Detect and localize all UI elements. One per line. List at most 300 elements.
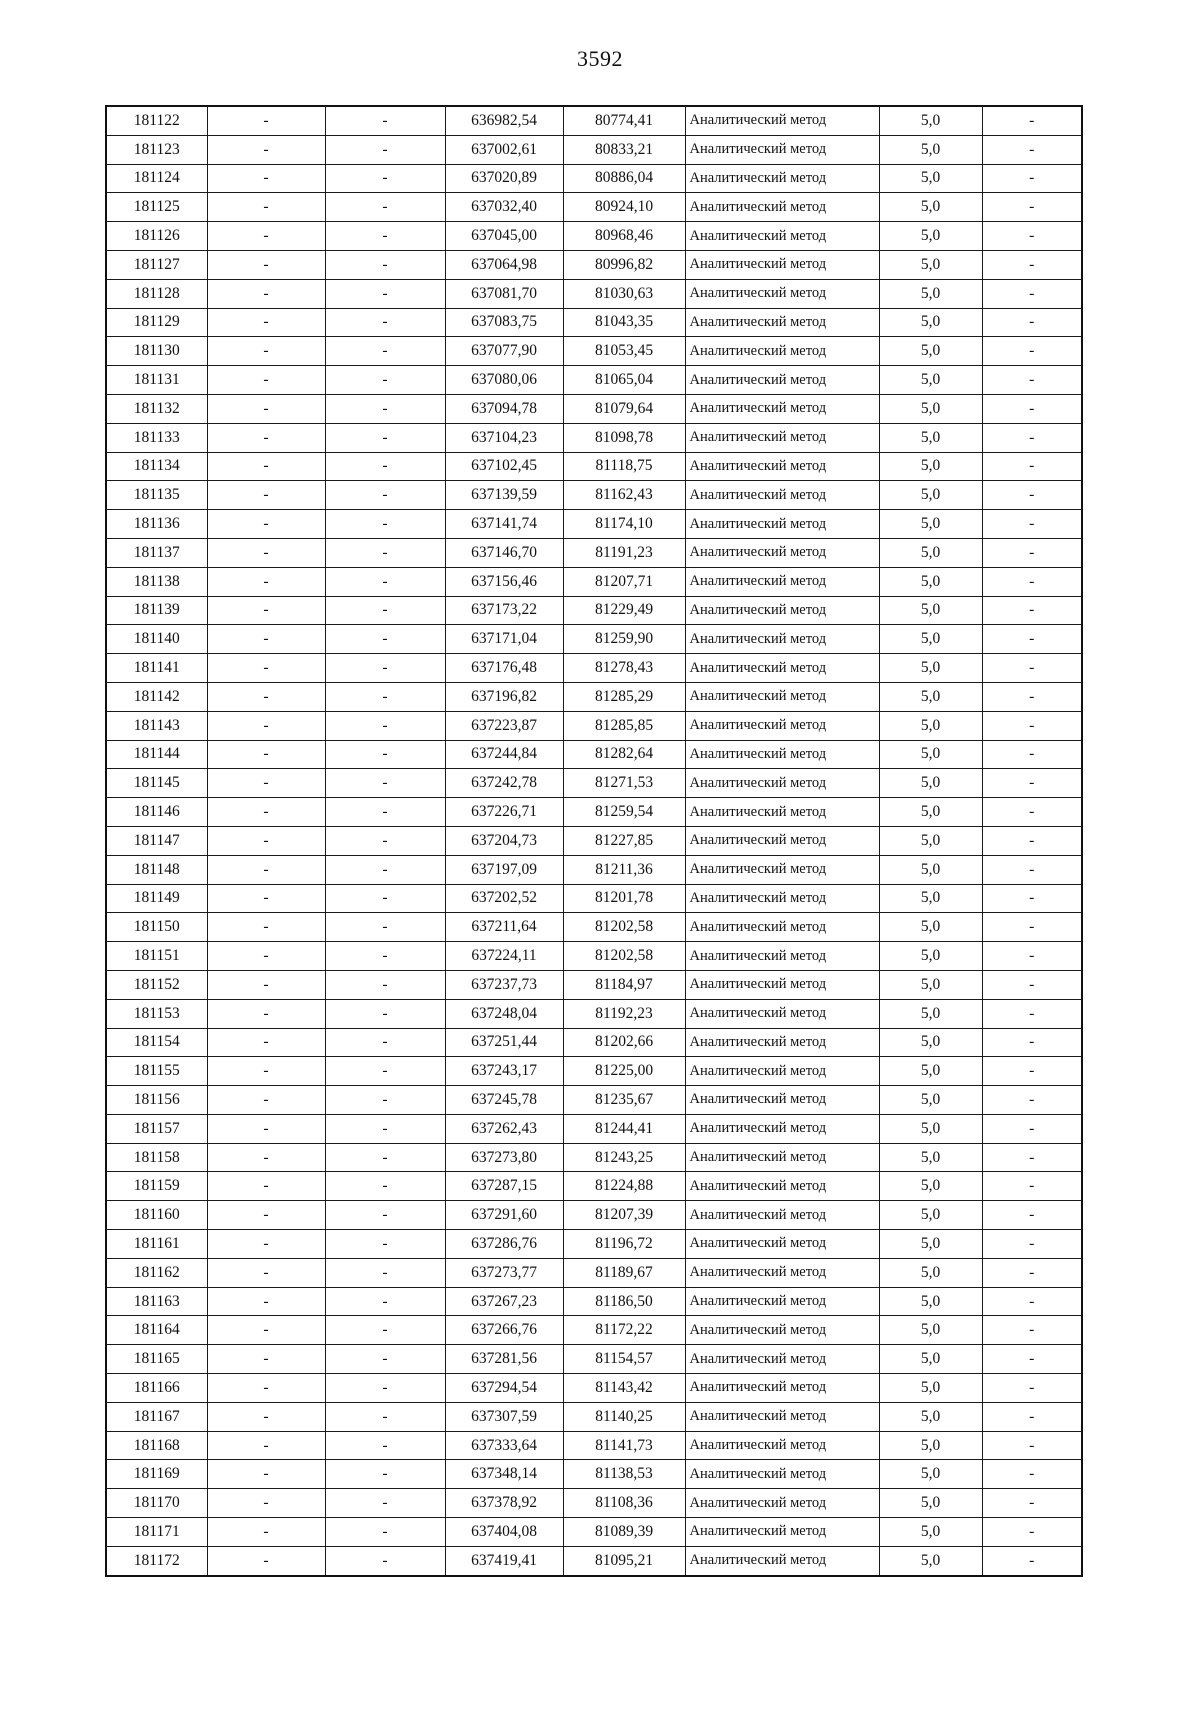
x-coordinate-cell: 637146,70 xyxy=(445,538,563,567)
accuracy-cell: 5,0 xyxy=(879,855,982,884)
accuracy-cell: 5,0 xyxy=(879,308,982,337)
table-row xyxy=(106,999,1082,1028)
empty-col-3-cell: - xyxy=(325,1172,445,1201)
point-number-cell: 181171 xyxy=(106,1518,207,1547)
table-row xyxy=(106,452,1082,481)
y-coordinate-cell: 81235,67 xyxy=(563,1086,685,1115)
empty-col-2-cell: - xyxy=(207,250,325,279)
empty-col-2-cell: - xyxy=(207,481,325,510)
accuracy-cell: 5,0 xyxy=(879,423,982,452)
x-coordinate-cell: 637333,64 xyxy=(445,1431,563,1460)
point-number-cell: 181166 xyxy=(106,1374,207,1403)
empty-col-2-cell: - xyxy=(207,1316,325,1345)
empty-col-8-cell: - xyxy=(982,1057,1082,1086)
y-coordinate-cell: 81030,63 xyxy=(563,279,685,308)
empty-col-8-cell: - xyxy=(982,279,1082,308)
method-cell: Аналитический метод xyxy=(685,1028,879,1057)
x-coordinate-cell: 637266,76 xyxy=(445,1316,563,1345)
table-row xyxy=(106,1114,1082,1143)
x-coordinate-cell: 637080,06 xyxy=(445,366,563,395)
accuracy-cell: 5,0 xyxy=(879,1287,982,1316)
table-row xyxy=(106,1287,1082,1316)
empty-col-2-cell: - xyxy=(207,1460,325,1489)
empty-col-2-cell: - xyxy=(207,164,325,193)
x-coordinate-cell: 637273,80 xyxy=(445,1143,563,1172)
y-coordinate-cell: 81243,25 xyxy=(563,1143,685,1172)
accuracy-cell: 5,0 xyxy=(879,1316,982,1345)
x-coordinate-cell: 637251,44 xyxy=(445,1028,563,1057)
method-cell: Аналитический метод xyxy=(685,1489,879,1518)
x-coordinate-cell: 637291,60 xyxy=(445,1201,563,1230)
y-coordinate-cell: 81184,97 xyxy=(563,970,685,999)
point-number-cell: 181129 xyxy=(106,308,207,337)
empty-col-3-cell: - xyxy=(325,884,445,913)
empty-col-2-cell: - xyxy=(207,1143,325,1172)
table-row xyxy=(106,1316,1082,1345)
empty-col-3-cell: - xyxy=(325,1230,445,1259)
method-cell: Аналитический метод xyxy=(685,970,879,999)
y-coordinate-cell: 80833,21 xyxy=(563,135,685,164)
x-coordinate-cell: 637242,78 xyxy=(445,769,563,798)
table-row xyxy=(106,769,1082,798)
x-coordinate-cell: 637002,61 xyxy=(445,135,563,164)
empty-col-2-cell: - xyxy=(207,1028,325,1057)
x-coordinate-cell: 637141,74 xyxy=(445,510,563,539)
y-coordinate-cell: 81089,39 xyxy=(563,1518,685,1547)
point-number-cell: 181132 xyxy=(106,394,207,423)
empty-col-3-cell: - xyxy=(325,999,445,1028)
point-number-cell: 181168 xyxy=(106,1431,207,1460)
table-row xyxy=(106,1201,1082,1230)
y-coordinate-cell: 81202,58 xyxy=(563,913,685,942)
table-row xyxy=(106,1431,1082,1460)
empty-col-2-cell: - xyxy=(207,970,325,999)
empty-col-8-cell: - xyxy=(982,164,1082,193)
y-coordinate-cell: 81189,67 xyxy=(563,1258,685,1287)
empty-col-2-cell: - xyxy=(207,798,325,827)
empty-col-3-cell: - xyxy=(325,337,445,366)
empty-col-8-cell: - xyxy=(982,1374,1082,1403)
accuracy-cell: 5,0 xyxy=(879,193,982,222)
table-row xyxy=(106,164,1082,193)
y-coordinate-cell: 81162,43 xyxy=(563,481,685,510)
x-coordinate-cell: 637294,54 xyxy=(445,1374,563,1403)
accuracy-cell: 5,0 xyxy=(879,740,982,769)
method-cell: Аналитический метод xyxy=(685,1143,879,1172)
empty-col-8-cell: - xyxy=(982,1143,1082,1172)
table-row xyxy=(106,711,1082,740)
accuracy-cell: 5,0 xyxy=(879,279,982,308)
y-coordinate-cell: 80968,46 xyxy=(563,222,685,251)
point-number-cell: 181124 xyxy=(106,164,207,193)
point-number-cell: 181152 xyxy=(106,970,207,999)
empty-col-8-cell: - xyxy=(982,855,1082,884)
method-cell: Аналитический метод xyxy=(685,423,879,452)
empty-col-3-cell: - xyxy=(325,394,445,423)
x-coordinate-cell: 637102,45 xyxy=(445,452,563,481)
x-coordinate-cell: 637267,23 xyxy=(445,1287,563,1316)
empty-col-8-cell: - xyxy=(982,654,1082,683)
x-coordinate-cell: 637020,89 xyxy=(445,164,563,193)
point-number-cell: 181142 xyxy=(106,682,207,711)
empty-col-8-cell: - xyxy=(982,1086,1082,1115)
point-number-cell: 181158 xyxy=(106,1143,207,1172)
table-row xyxy=(106,423,1082,452)
method-cell: Аналитический метод xyxy=(685,567,879,596)
empty-col-8-cell: - xyxy=(982,596,1082,625)
accuracy-cell: 5,0 xyxy=(879,798,982,827)
empty-col-8-cell: - xyxy=(982,222,1082,251)
accuracy-cell: 5,0 xyxy=(879,510,982,539)
point-number-cell: 181122 xyxy=(106,106,207,135)
point-number-cell: 181157 xyxy=(106,1114,207,1143)
y-coordinate-cell: 81140,25 xyxy=(563,1402,685,1431)
point-number-cell: 181170 xyxy=(106,1489,207,1518)
method-cell: Аналитический метод xyxy=(685,999,879,1028)
empty-col-2-cell: - xyxy=(207,452,325,481)
x-coordinate-cell: 637378,92 xyxy=(445,1489,563,1518)
accuracy-cell: 5,0 xyxy=(879,164,982,193)
x-coordinate-cell: 637237,73 xyxy=(445,970,563,999)
point-number-cell: 181145 xyxy=(106,769,207,798)
x-coordinate-cell: 637211,64 xyxy=(445,913,563,942)
accuracy-cell: 5,0 xyxy=(879,1086,982,1115)
table-row xyxy=(106,1057,1082,1086)
empty-col-3-cell: - xyxy=(325,106,445,135)
empty-col-2-cell: - xyxy=(207,1431,325,1460)
method-cell: Аналитический метод xyxy=(685,106,879,135)
point-number-cell: 181148 xyxy=(106,855,207,884)
y-coordinate-cell: 81259,90 xyxy=(563,625,685,654)
empty-col-2-cell: - xyxy=(207,366,325,395)
empty-col-8-cell: - xyxy=(982,913,1082,942)
empty-col-3-cell: - xyxy=(325,769,445,798)
empty-col-8-cell: - xyxy=(982,308,1082,337)
x-coordinate-cell: 636982,54 xyxy=(445,106,563,135)
x-coordinate-cell: 637197,09 xyxy=(445,855,563,884)
method-cell: Аналитический метод xyxy=(685,1230,879,1259)
accuracy-cell: 5,0 xyxy=(879,682,982,711)
point-number-cell: 181128 xyxy=(106,279,207,308)
accuracy-cell: 5,0 xyxy=(879,222,982,251)
empty-col-2-cell: - xyxy=(207,1287,325,1316)
method-cell: Аналитический метод xyxy=(685,826,879,855)
empty-col-2-cell: - xyxy=(207,826,325,855)
point-number-cell: 181163 xyxy=(106,1287,207,1316)
x-coordinate-cell: 637173,22 xyxy=(445,596,563,625)
x-coordinate-cell: 637307,59 xyxy=(445,1402,563,1431)
empty-col-8-cell: - xyxy=(982,423,1082,452)
empty-col-2-cell: - xyxy=(207,1489,325,1518)
point-number-cell: 181165 xyxy=(106,1345,207,1374)
y-coordinate-cell: 81202,66 xyxy=(563,1028,685,1057)
x-coordinate-cell: 637245,78 xyxy=(445,1086,563,1115)
x-coordinate-cell: 637348,14 xyxy=(445,1460,563,1489)
empty-col-3-cell: - xyxy=(325,970,445,999)
empty-col-2-cell: - xyxy=(207,222,325,251)
x-coordinate-cell: 637156,46 xyxy=(445,567,563,596)
point-number-cell: 181150 xyxy=(106,913,207,942)
y-coordinate-cell: 81174,10 xyxy=(563,510,685,539)
accuracy-cell: 5,0 xyxy=(879,970,982,999)
table-row xyxy=(106,1230,1082,1259)
empty-col-8-cell: - xyxy=(982,538,1082,567)
empty-col-2-cell: - xyxy=(207,654,325,683)
y-coordinate-cell: 81259,54 xyxy=(563,798,685,827)
x-coordinate-cell: 637196,82 xyxy=(445,682,563,711)
empty-col-3-cell: - xyxy=(325,1086,445,1115)
empty-col-8-cell: - xyxy=(982,970,1082,999)
empty-col-2-cell: - xyxy=(207,1402,325,1431)
empty-col-3-cell: - xyxy=(325,135,445,164)
empty-col-2-cell: - xyxy=(207,1201,325,1230)
accuracy-cell: 5,0 xyxy=(879,1431,982,1460)
empty-col-8-cell: - xyxy=(982,193,1082,222)
empty-col-2-cell: - xyxy=(207,1172,325,1201)
x-coordinate-cell: 637226,71 xyxy=(445,798,563,827)
x-coordinate-cell: 637262,43 xyxy=(445,1114,563,1143)
empty-col-3-cell: - xyxy=(325,279,445,308)
table-row xyxy=(106,279,1082,308)
empty-col-3-cell: - xyxy=(325,1489,445,1518)
empty-col-3-cell: - xyxy=(325,1057,445,1086)
page-number: 3592 xyxy=(577,46,623,71)
point-number-cell: 181126 xyxy=(106,222,207,251)
method-cell: Аналитический метод xyxy=(685,279,879,308)
accuracy-cell: 5,0 xyxy=(879,1402,982,1431)
method-cell: Аналитический метод xyxy=(685,1402,879,1431)
point-number-cell: 181169 xyxy=(106,1460,207,1489)
y-coordinate-cell: 80996,82 xyxy=(563,250,685,279)
table-row xyxy=(106,970,1082,999)
x-coordinate-cell: 637202,52 xyxy=(445,884,563,913)
empty-col-3-cell: - xyxy=(325,596,445,625)
accuracy-cell: 5,0 xyxy=(879,1258,982,1287)
y-coordinate-cell: 81118,75 xyxy=(563,452,685,481)
table-row xyxy=(106,250,1082,279)
y-coordinate-cell: 81225,00 xyxy=(563,1057,685,1086)
point-number-cell: 181139 xyxy=(106,596,207,625)
method-cell: Аналитический метод xyxy=(685,884,879,913)
table-row xyxy=(106,538,1082,567)
x-coordinate-cell: 637045,00 xyxy=(445,222,563,251)
point-number-cell: 181136 xyxy=(106,510,207,539)
empty-col-3-cell: - xyxy=(325,1287,445,1316)
empty-col-8-cell: - xyxy=(982,769,1082,798)
empty-col-3-cell: - xyxy=(325,1143,445,1172)
point-number-cell: 181143 xyxy=(106,711,207,740)
x-coordinate-cell: 637248,04 xyxy=(445,999,563,1028)
point-number-cell: 181159 xyxy=(106,1172,207,1201)
table-row xyxy=(106,654,1082,683)
empty-col-2-cell: - xyxy=(207,625,325,654)
point-number-cell: 181167 xyxy=(106,1402,207,1431)
empty-col-8-cell: - xyxy=(982,567,1082,596)
empty-col-3-cell: - xyxy=(325,1028,445,1057)
empty-col-3-cell: - xyxy=(325,1345,445,1374)
empty-col-3-cell: - xyxy=(325,366,445,395)
x-coordinate-cell: 637404,08 xyxy=(445,1518,563,1547)
x-coordinate-cell: 637223,87 xyxy=(445,711,563,740)
empty-col-2-cell: - xyxy=(207,740,325,769)
y-coordinate-cell: 81065,04 xyxy=(563,366,685,395)
point-number-cell: 181125 xyxy=(106,193,207,222)
point-number-cell: 181137 xyxy=(106,538,207,567)
x-coordinate-cell: 637224,11 xyxy=(445,942,563,971)
method-cell: Аналитический метод xyxy=(685,769,879,798)
empty-col-3-cell: - xyxy=(325,567,445,596)
empty-col-8-cell: - xyxy=(982,798,1082,827)
accuracy-cell: 5,0 xyxy=(879,1489,982,1518)
empty-col-2-cell: - xyxy=(207,279,325,308)
point-number-cell: 181172 xyxy=(106,1546,207,1575)
y-coordinate-cell: 81196,72 xyxy=(563,1230,685,1259)
empty-col-2-cell: - xyxy=(207,394,325,423)
method-cell: Аналитический метод xyxy=(685,682,879,711)
point-number-cell: 181130 xyxy=(106,337,207,366)
table-row xyxy=(106,1028,1082,1057)
table-row xyxy=(106,625,1082,654)
accuracy-cell: 5,0 xyxy=(879,999,982,1028)
method-cell: Аналитический метод xyxy=(685,164,879,193)
table-row xyxy=(106,682,1082,711)
empty-col-2-cell: - xyxy=(207,1345,325,1374)
empty-col-3-cell: - xyxy=(325,481,445,510)
empty-col-8-cell: - xyxy=(982,1230,1082,1259)
y-coordinate-cell: 81192,23 xyxy=(563,999,685,1028)
accuracy-cell: 5,0 xyxy=(879,826,982,855)
table-row xyxy=(106,1143,1082,1172)
method-cell: Аналитический метод xyxy=(685,1431,879,1460)
method-cell: Аналитический метод xyxy=(685,1057,879,1086)
point-number-cell: 181151 xyxy=(106,942,207,971)
x-coordinate-cell: 637243,17 xyxy=(445,1057,563,1086)
empty-col-8-cell: - xyxy=(982,510,1082,539)
point-number-cell: 181133 xyxy=(106,423,207,452)
empty-col-2-cell: - xyxy=(207,1114,325,1143)
table-row xyxy=(106,1345,1082,1374)
empty-col-2-cell: - xyxy=(207,942,325,971)
empty-col-8-cell: - xyxy=(982,1172,1082,1201)
empty-col-8-cell: - xyxy=(982,1287,1082,1316)
accuracy-cell: 5,0 xyxy=(879,1460,982,1489)
x-coordinate-cell: 637081,70 xyxy=(445,279,563,308)
table-row xyxy=(106,855,1082,884)
accuracy-cell: 5,0 xyxy=(879,942,982,971)
table-row xyxy=(106,193,1082,222)
empty-col-3-cell: - xyxy=(325,1374,445,1403)
point-number-cell: 181131 xyxy=(106,366,207,395)
table-row xyxy=(106,366,1082,395)
point-number-cell: 181141 xyxy=(106,654,207,683)
empty-col-8-cell: - xyxy=(982,135,1082,164)
table-row xyxy=(106,942,1082,971)
accuracy-cell: 5,0 xyxy=(879,1057,982,1086)
empty-col-2-cell: - xyxy=(207,999,325,1028)
method-cell: Аналитический метод xyxy=(685,250,879,279)
x-coordinate-cell: 637273,77 xyxy=(445,1258,563,1287)
x-coordinate-cell: 637064,98 xyxy=(445,250,563,279)
empty-col-8-cell: - xyxy=(982,452,1082,481)
table-row xyxy=(106,1086,1082,1115)
point-number-cell: 181153 xyxy=(106,999,207,1028)
empty-col-2-cell: - xyxy=(207,135,325,164)
empty-col-2-cell: - xyxy=(207,1374,325,1403)
empty-col-8-cell: - xyxy=(982,1431,1082,1460)
empty-col-8-cell: - xyxy=(982,1460,1082,1489)
accuracy-cell: 5,0 xyxy=(879,1143,982,1172)
table-row xyxy=(106,106,1082,135)
table-row xyxy=(106,1172,1082,1201)
method-cell: Аналитический метод xyxy=(685,1258,879,1287)
empty-col-8-cell: - xyxy=(982,711,1082,740)
table-row xyxy=(106,135,1082,164)
accuracy-cell: 5,0 xyxy=(879,538,982,567)
empty-col-2-cell: - xyxy=(207,510,325,539)
empty-col-3-cell: - xyxy=(325,942,445,971)
method-cell: Аналитический метод xyxy=(685,308,879,337)
point-number-cell: 181135 xyxy=(106,481,207,510)
method-cell: Аналитический метод xyxy=(685,135,879,164)
y-coordinate-cell: 81211,36 xyxy=(563,855,685,884)
accuracy-cell: 5,0 xyxy=(879,394,982,423)
method-cell: Аналитический метод xyxy=(685,625,879,654)
coordinates-table xyxy=(105,105,1083,1577)
empty-col-3-cell: - xyxy=(325,1546,445,1575)
empty-col-2-cell: - xyxy=(207,769,325,798)
accuracy-cell: 5,0 xyxy=(879,1345,982,1374)
table-row xyxy=(106,337,1082,366)
empty-col-8-cell: - xyxy=(982,682,1082,711)
accuracy-cell: 5,0 xyxy=(879,1374,982,1403)
accuracy-cell: 5,0 xyxy=(879,106,982,135)
empty-col-3-cell: - xyxy=(325,1402,445,1431)
point-number-cell: 181140 xyxy=(106,625,207,654)
y-coordinate-cell: 81278,43 xyxy=(563,654,685,683)
empty-col-8-cell: - xyxy=(982,625,1082,654)
method-cell: Аналитический метод xyxy=(685,1374,879,1403)
point-number-cell: 181155 xyxy=(106,1057,207,1086)
empty-col-2-cell: - xyxy=(207,711,325,740)
x-coordinate-cell: 637419,41 xyxy=(445,1546,563,1575)
point-number-cell: 181134 xyxy=(106,452,207,481)
method-cell: Аналитический метод xyxy=(685,394,879,423)
table-row xyxy=(106,884,1082,913)
y-coordinate-cell: 80774,41 xyxy=(563,106,685,135)
empty-col-8-cell: - xyxy=(982,250,1082,279)
empty-col-2-cell: - xyxy=(207,1258,325,1287)
empty-col-3-cell: - xyxy=(325,711,445,740)
accuracy-cell: 5,0 xyxy=(879,769,982,798)
accuracy-cell: 5,0 xyxy=(879,913,982,942)
point-number-cell: 181161 xyxy=(106,1230,207,1259)
empty-col-8-cell: - xyxy=(982,1518,1082,1547)
accuracy-cell: 5,0 xyxy=(879,654,982,683)
accuracy-cell: 5,0 xyxy=(879,596,982,625)
table-row xyxy=(106,394,1082,423)
table-row xyxy=(106,913,1082,942)
empty-col-3-cell: - xyxy=(325,452,445,481)
empty-col-3-cell: - xyxy=(325,740,445,769)
empty-col-2-cell: - xyxy=(207,1057,325,1086)
x-coordinate-cell: 637104,23 xyxy=(445,423,563,452)
y-coordinate-cell: 81285,29 xyxy=(563,682,685,711)
empty-col-3-cell: - xyxy=(325,1201,445,1230)
empty-col-8-cell: - xyxy=(982,394,1082,423)
method-cell: Аналитический метод xyxy=(685,942,879,971)
empty-col-8-cell: - xyxy=(982,942,1082,971)
empty-col-8-cell: - xyxy=(982,1114,1082,1143)
